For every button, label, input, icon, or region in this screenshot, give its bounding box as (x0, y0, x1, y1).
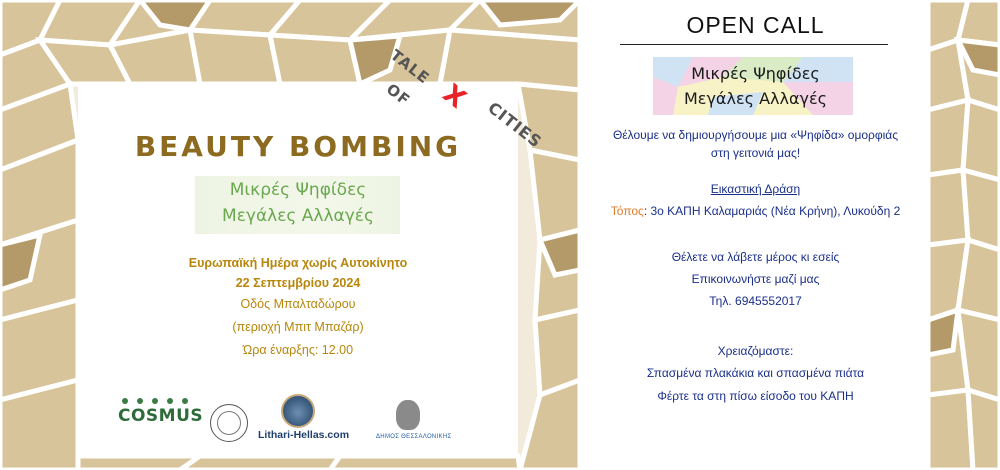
place-value: : 3ο ΚΑΠΗ Καλαμαριάς (Νέα Κρήνη), Λυκούδη 2 (643, 204, 901, 218)
municipality-logo-text: ΔΗΜΟΣ ΘΕΣΣΑΛΟΝΙΚΗΣ (376, 434, 452, 440)
association-seal-logo (210, 404, 248, 442)
badge-x-mark: X (436, 78, 473, 116)
intro-line1: Θέλουμε να δημιουργήσουμε μια «Ψηφίδα» ομορφιάς (612, 128, 899, 142)
cosmus-icons (120, 396, 190, 406)
lithari-logo-icon (281, 394, 315, 428)
need-items: Σπασμένα πλακάκια και σπασμένα πιάτα (646, 366, 865, 380)
badge-word-tale: TALE (386, 46, 434, 88)
open-call-title-line2: Μεγάλες Αλλαγές (684, 89, 827, 108)
tale-of-x-cities-badge (382, 40, 592, 160)
join-line: Θέλετε να λάβετε μέρος κι εσείς (671, 250, 840, 264)
open-call-panel (583, 0, 928, 470)
badge-word-of: OF (382, 80, 414, 110)
bring-line: Φέρτε τα στη πίσω είσοδο του ΚΑΠΗ (657, 389, 854, 403)
place-line (583, 204, 928, 218)
contact-line: Επικοινωνήστε μαζί μας (691, 272, 820, 286)
poster-subtitle-line1: Μικρές Ψηφίδες (229, 180, 367, 200)
event-area: (περιοχή Μπιτ Μπαζάρ) (232, 320, 364, 334)
cosmus-logo: COSMUS (118, 406, 204, 426)
event-start-time: Ώρα έναρξης: 12.00 (242, 343, 354, 357)
open-call-heading: OPEN CALL (686, 12, 825, 38)
event-name: Ευρωπαϊκή Ημέρα χωρίς Αυτοκίνητο (188, 256, 408, 270)
phone-line: Τηλ. 6945552017 (709, 294, 802, 308)
poster-title: BEAUTY BOMBING (134, 130, 462, 163)
action-label: Εικαστική Δράση (710, 182, 801, 196)
open-call-title-line1: Μικρές Ψηφίδες (691, 64, 820, 83)
intro-line2: στη γειτονιά μας! (710, 146, 801, 160)
place-label: Τόπος (610, 204, 644, 218)
event-street: Οδός Μπαλταδώρου (240, 297, 356, 311)
event-date: 22 Σεπτεμβρίου 2024 (235, 276, 361, 290)
badge-word-cities: CITIES (484, 98, 546, 152)
mosaic-background-right (928, 0, 1000, 470)
municipality-head-icon (396, 400, 420, 430)
lithari-logo-text: Lithari-Hellas.com (258, 429, 350, 441)
need-label: Χρειαζόμαστε: (717, 344, 794, 358)
heading-divider (620, 44, 888, 45)
poster-subtitle-line2: Μεγάλες Αλλαγές (222, 206, 374, 226)
